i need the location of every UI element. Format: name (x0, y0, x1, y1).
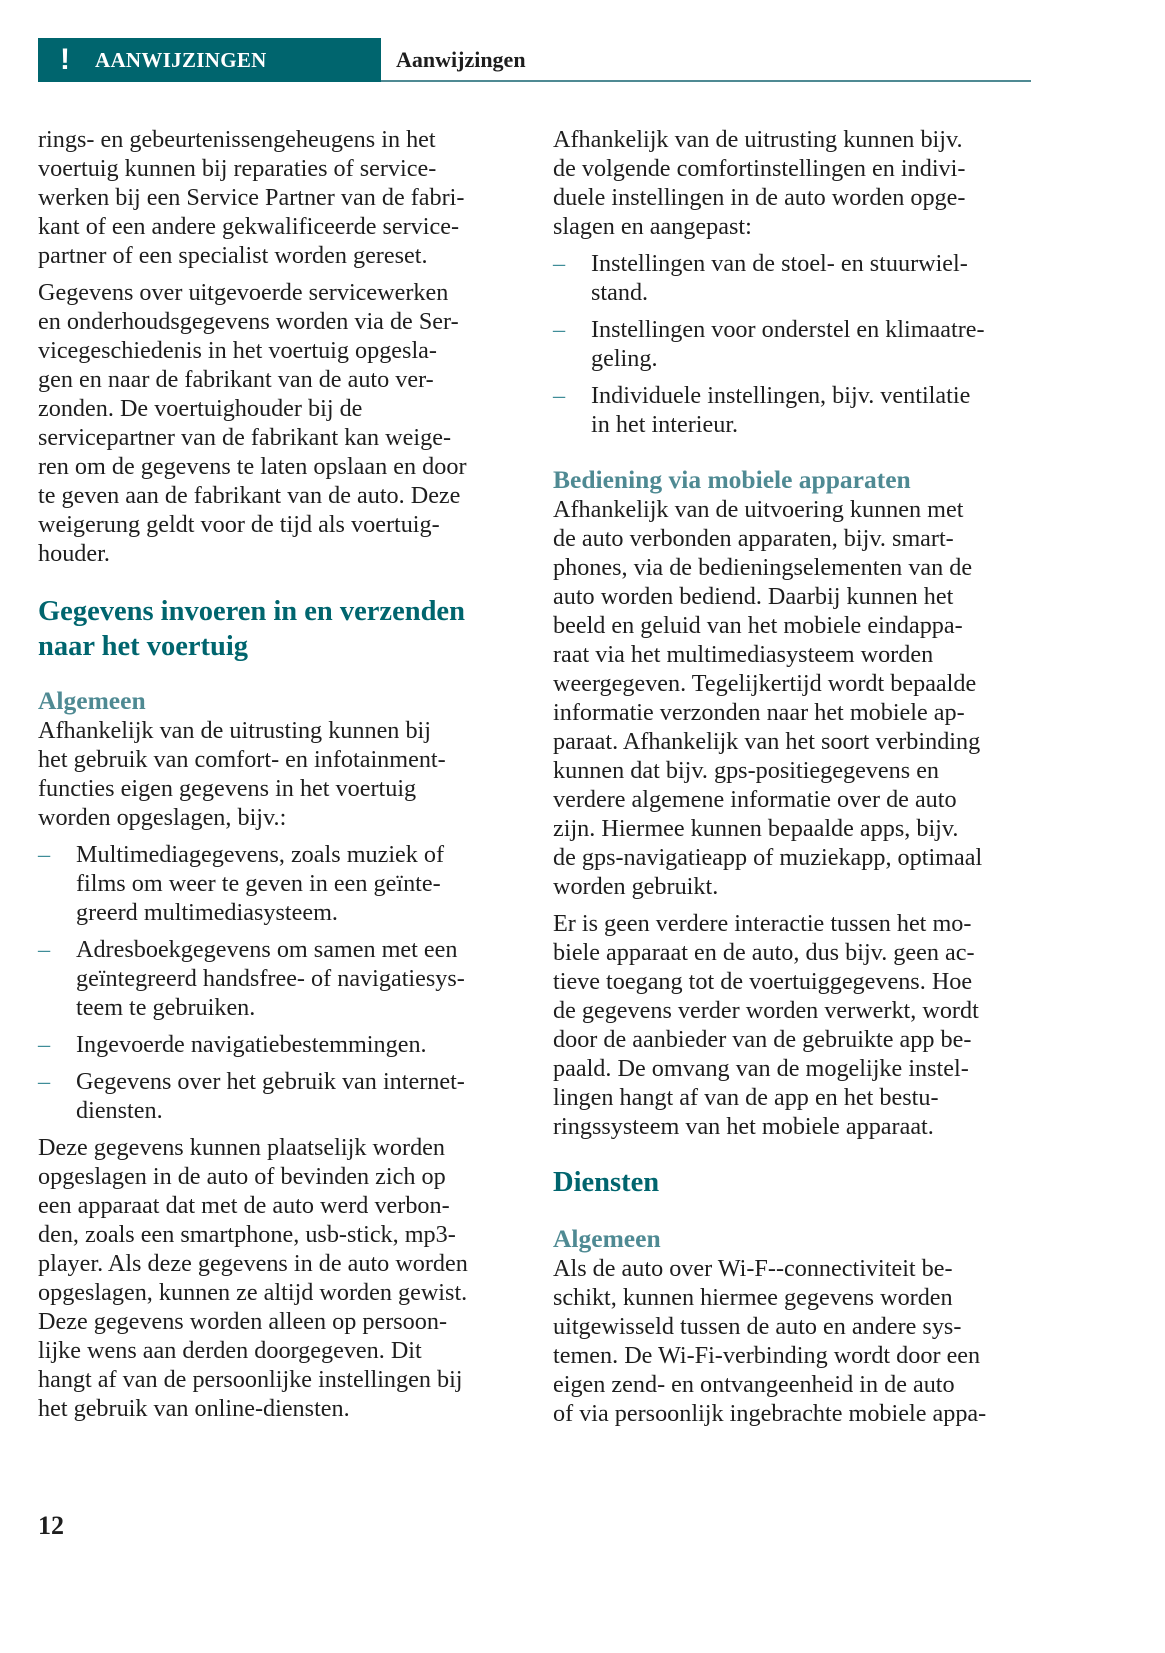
text-line: werken bij een Service Partner van de fabri- (38, 184, 465, 211)
list-item (38, 1030, 528, 1059)
text-line: partner of een specialist worden gereset. (38, 242, 428, 269)
paragraph-service-history (38, 278, 528, 568)
text-line: servicepartner van de fabrikant kan weige- (38, 424, 451, 451)
text-line: greerd multimediasysteem. (76, 899, 338, 926)
text-line: ringssysteem van het mobiele apparaat. (553, 1113, 934, 1140)
text-line: geïntegreerd handsfree- of navigatiesys- (76, 965, 465, 992)
text-line: kunnen dat bijv. gps-positiegegevens en (553, 757, 940, 784)
text-line: gen en naar de fabrikant van de auto ver- (38, 366, 434, 393)
text-line: tieve toegang tot de voertuiggegevens. Hoe (553, 968, 973, 995)
heading-line: naar het voertuig (38, 631, 249, 662)
text-line: Instellingen van de stoel- en stuurwiel- (591, 250, 968, 277)
list-item (38, 1067, 528, 1125)
text-line: een apparaat dat met de auto werd verbon- (38, 1192, 450, 1219)
text-line: geling. (591, 345, 658, 372)
text-line: diensten. (76, 1097, 163, 1124)
text-line: zijn. Hiermee kunnen bepaalde apps, bijv. (553, 815, 959, 842)
text-line: phones, via de bedieningselementen van de (553, 554, 973, 581)
subheading-mobile-devices: Bediening via mobiele apparaten (553, 465, 911, 494)
dash-bullet-icon: – (553, 382, 566, 409)
text-line: teem te gebruiken. (76, 994, 256, 1021)
text-line: kant of een andere gekwalificeerde service- (38, 213, 460, 240)
text-line: opgeslagen, kunnen ze altijd worden gewist. (38, 1279, 468, 1306)
text-line: raat via het multimediasysteem worden (553, 641, 934, 668)
text-line: Multimediagegevens, zoals muziek of (76, 841, 445, 868)
left-column (38, 125, 528, 1431)
text-line: Deze gegevens kunnen plaatselijk worden (38, 1134, 446, 1161)
text-line: Als de auto over Wi-F--connectiviteit be- (553, 1255, 953, 1282)
dash-bullet-icon: – (38, 841, 51, 868)
text-line: worden gebruikt. (553, 873, 719, 900)
text-line: stand. (591, 279, 649, 306)
text-line: paald. De omvang van de mogelijke instel- (553, 1055, 969, 1082)
paragraph-mobile-operation (553, 495, 1043, 901)
paragraph-comfort-settings (553, 125, 1043, 241)
text-line: Ingevoerde navigatiebestemmingen. (76, 1031, 427, 1058)
text-line: de gegevens verder worden verwerkt, wordt (553, 997, 979, 1024)
text-line: voertuig kunnen bij reparaties of service- (38, 155, 437, 182)
list-item (38, 935, 528, 1022)
text-line: schikt, kunnen hiermee gegevens worden (553, 1284, 953, 1311)
text-line: lingen hangt af van de app en het bestu- (553, 1084, 939, 1111)
text-line: paraat. Afhankelijk van het soort verbinding (553, 728, 981, 755)
text-line: de volgende comfortinstellingen en indivi- (553, 155, 966, 182)
text-line: Er is geen verdere interactie tussen het mo- (553, 910, 972, 937)
text-line: het gebruik van comfort- en infotainment- (38, 746, 446, 773)
text-line: de auto verbonden apparaten, bijv. smart- (553, 525, 954, 552)
right-column (553, 125, 1043, 1436)
section-tab (38, 38, 381, 82)
text-line: eigen zend- en ontvangeenheid in de auto (553, 1371, 955, 1398)
text-line: worden opgeslagen, bijv.: (38, 804, 287, 831)
text-line: slagen en aangepast: (553, 213, 752, 240)
text-line: houder. (38, 540, 110, 567)
text-line: weergegeven. Tegelijkertijd wordt bepaalde (553, 670, 977, 697)
text-line: Deze gegevens worden alleen op persoon- (38, 1308, 448, 1335)
text-line: biele apparaat en de auto, dus bijv. geen ac- (553, 939, 975, 966)
section-heading-data-input (38, 594, 528, 664)
section-heading-services: Diensten (553, 1167, 660, 1198)
text-line: ren om de gegevens te laten opslaan en door (38, 453, 467, 480)
exclamation-icon: ! (60, 43, 70, 76)
page-header (38, 38, 1031, 82)
subheading-general: Algemeen (553, 1224, 661, 1253)
text-line: auto worden bediend. Daarbij kunnen het (553, 583, 954, 610)
list-item (553, 381, 1043, 439)
text-line: hangt af van de persoonlijke instellingen bij (38, 1366, 463, 1393)
text-line: Instellingen voor onderstel en klimaatre- (591, 316, 985, 343)
text-line: opgeslagen in de auto of bevinden zich op (38, 1163, 446, 1190)
text-line: de gps-navigatieapp of muziekapp, optimaal (553, 844, 983, 871)
text-line: door de aanbieder van de gebruikte app be- (553, 1026, 972, 1053)
text-line: Individuele instellingen, bijv. ventilatie (591, 382, 971, 409)
paragraph-local-storage (38, 1133, 528, 1423)
section-label: AANWIJZINGEN (95, 47, 267, 72)
text-line: te geven aan de fabrikant van de auto. Deze (38, 482, 461, 509)
text-line: uitgewisseld tussen de auto en andere sys- (553, 1313, 962, 1340)
dash-bullet-icon: – (38, 1031, 51, 1058)
text-line: zonden. De voertuighouder bij de (38, 395, 363, 422)
dash-bullet-icon: – (553, 316, 566, 343)
text-line: verdere algemene informatie over de auto (553, 786, 957, 813)
text-line: temen. De Wi-Fi-verbinding wordt door een (553, 1342, 981, 1369)
subheading-general: Algemeen (38, 686, 146, 715)
dash-bullet-icon: – (553, 250, 566, 277)
text-line: vicegeschiedenis in het voertuig opgesla- (38, 337, 437, 364)
page-number: 12 (38, 1511, 64, 1540)
text-line: duele instellingen in de auto worden opge- (553, 184, 966, 211)
text-line: Gegevens over uitgevoerde servicewerken (38, 279, 449, 306)
text-line: Gegevens over het gebruik van internet- (76, 1068, 465, 1095)
text-line: beeld en geluid van het mobiele eindappa- (553, 612, 963, 639)
list-item (38, 840, 528, 927)
heading-line: Gegevens invoeren in en verzenden (38, 596, 465, 627)
text-line: Adresboekgegevens om samen met een (76, 936, 458, 963)
text-line: den, zoals een smartphone, usb-stick, mp3- (38, 1221, 456, 1248)
paragraph-no-interaction (553, 909, 1043, 1141)
dash-bullet-icon: – (38, 1068, 51, 1095)
paragraph-reset-info (38, 125, 528, 270)
text-line: in het interieur. (591, 411, 739, 438)
dash-bullet-icon: – (38, 936, 51, 963)
page-title: Aanwijzingen (396, 47, 526, 72)
text-line: lijke wens aan derden doorgegeven. Dit (38, 1337, 422, 1364)
text-line: Afhankelijk van de uitvoering kunnen met (553, 496, 964, 523)
list-item (553, 249, 1043, 307)
text-line: functies eigen gegevens in het voertuig (38, 775, 417, 802)
text-line: player. Als deze gegevens in de auto worden (38, 1250, 468, 1277)
text-line: informatie verzonden naar het mobiele ap- (553, 699, 965, 726)
paragraph-comfort-data (38, 716, 528, 832)
list-item (553, 315, 1043, 373)
paragraph-wifi (553, 1254, 1043, 1428)
text-line: en onderhoudsgegevens worden via de Ser- (38, 308, 459, 335)
text-line: weigerung geldt voor de tijd als voertuig- (38, 511, 440, 538)
text-line: of via persoonlijk ingebrachte mobiele appa- (553, 1400, 987, 1427)
text-line: Afhankelijk van de uitrusting kunnen bijv. (553, 126, 963, 153)
text-line: films om weer te geven in een geïnte- (76, 870, 441, 897)
text-line: rings- en gebeurtenissengeheugens in het (38, 126, 436, 153)
text-line: het gebruik van online-diensten. (38, 1395, 350, 1422)
text-line: Afhankelijk van de uitrusting kunnen bij (38, 717, 431, 744)
